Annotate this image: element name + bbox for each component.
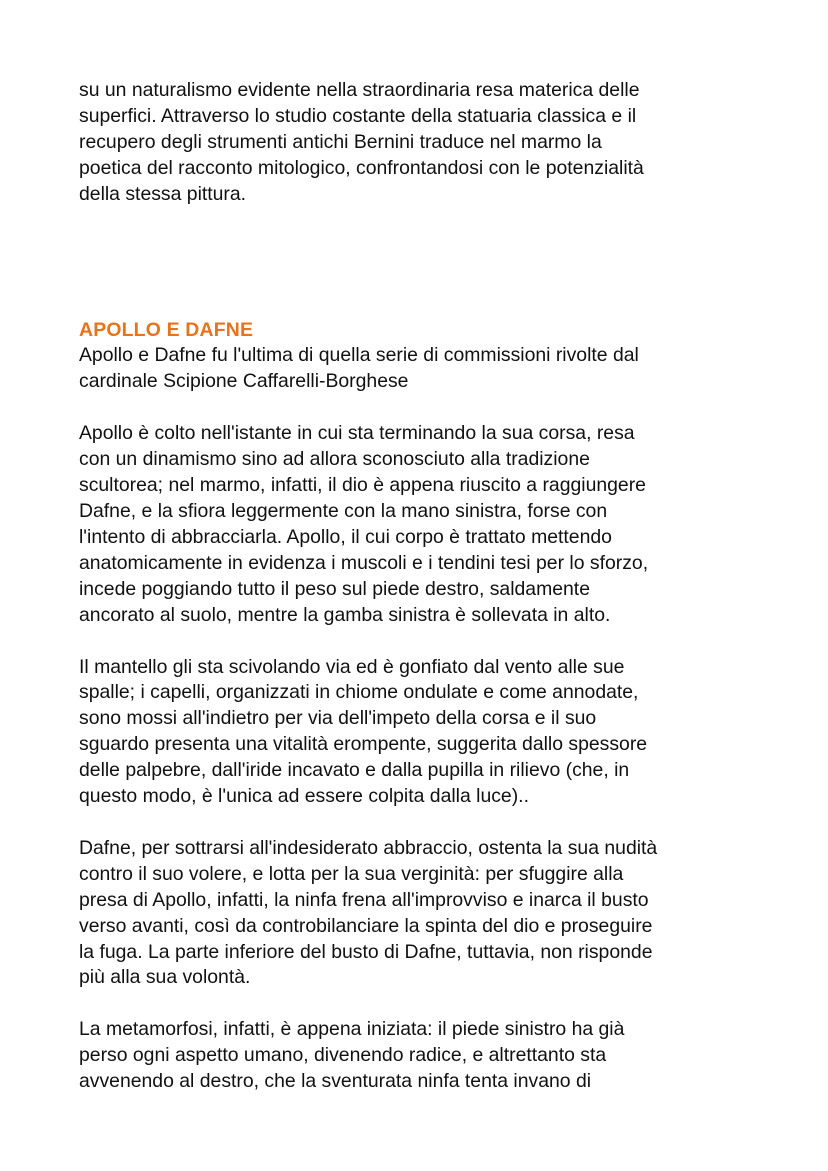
text-line: Il mantello gli sta scivolando via ed è gonfiato dal vento alle sue xyxy=(79,655,625,678)
section-spacer xyxy=(79,208,749,318)
text-line: ancorato al suolo, mentre la gamba sinistra è sollevata in alto. xyxy=(79,603,611,626)
paragraph-apollo xyxy=(79,421,749,628)
text-line: La metamorfosi, infatti, è appena iniziata: il piede sinistro ha già xyxy=(79,1018,625,1041)
paragraph-spacer xyxy=(79,629,749,655)
text-line: cardinale Scipione Caffarelli-Borghese xyxy=(79,370,409,393)
text-line: scultorea; nel marmo, infatti, il dio è appena riuscito a raggiungere xyxy=(79,474,646,497)
text-line: avvenendo al destro, che la sventurata ninfa tenta invano di xyxy=(79,1070,592,1093)
text-line: incede poggiando tutto il peso sul piede destro, saldamente xyxy=(79,577,590,600)
text-line: con un dinamismo sino ad allora sconosciuto alla tradizione xyxy=(79,448,590,471)
section-heading: APOLLO E DAFNE xyxy=(79,318,254,341)
text-line: spalle; i capelli, organizzati in chiome ondulate e come annodate, xyxy=(79,681,639,704)
text-line: la fuga. La parte inferiore del busto di Dafne, tuttavia, non risponde xyxy=(79,940,653,963)
paragraph-mantello xyxy=(79,655,749,810)
paragraph-spacer xyxy=(79,810,749,836)
text-line: questo modo, è l'unica ad essere colpita dalla luce).. xyxy=(79,785,529,808)
text-line: l'intento di abbracciarla. Apollo, il cui corpo è trattato mettendo xyxy=(79,525,612,548)
text-line: sono mossi all'indietro per via dell'impeto della corsa e il suo xyxy=(79,707,597,730)
text-line: perso ogni aspetto umano, divenendo radice, e altrettanto sta xyxy=(79,1044,607,1067)
text-line: Dafne, per sottrarsi all'indesiderato abbraccio, ostenta la sua nudità xyxy=(79,836,658,859)
paragraph-commission xyxy=(79,343,749,395)
text-line: più alla sua volontà. xyxy=(79,966,251,989)
paragraph-metamorfosi xyxy=(79,1017,749,1095)
text-line: su un naturalismo evidente nella straordinaria resa materica delle xyxy=(79,79,640,101)
text-line: presa di Apollo, infatti, la ninfa frena all'improvviso e inarca il busto xyxy=(79,888,649,911)
text-line: della stessa pittura. xyxy=(79,182,247,205)
text-line: recupero degli strumenti antichi Bernini traduce nel marmo la xyxy=(79,130,602,153)
text-line: superfici. Attraverso lo studio costante della statuaria classica e il xyxy=(79,104,637,127)
text-line: sguardo presenta una vitalità erompente, suggerita dallo spessore xyxy=(79,733,648,756)
text-line: Apollo e Dafne fu l'ultima di quella serie di commissioni rivolte dal xyxy=(79,344,639,367)
text-line: poetica del racconto mitologico, confrontandosi con le potenzialità xyxy=(79,156,644,179)
text-line: anatomicamente in evidenza i muscoli e i tendini tesi per lo sforzo, xyxy=(79,551,649,574)
paragraph-spacer xyxy=(79,991,749,1017)
text-line: delle palpebre, dall'iride incavato e dalla pupilla in rilievo (che, in xyxy=(79,759,630,782)
text-line: contro il suo volere, e lotta per la sua verginità: per sfuggire alla xyxy=(79,862,624,885)
paragraph-dafne xyxy=(79,836,749,991)
document-page xyxy=(79,78,749,1095)
text-line: verso avanti, così da controbilanciare la spinta del dio e proseguire xyxy=(79,914,653,937)
text-line: Dafne, e la sfiora leggermente con la mano sinistra, forse con xyxy=(79,499,608,522)
paragraph-spacer xyxy=(79,395,749,421)
intro-paragraph xyxy=(79,78,749,208)
text-line: Apollo è colto nell'istante in cui sta terminando la sua corsa, resa xyxy=(79,422,635,445)
